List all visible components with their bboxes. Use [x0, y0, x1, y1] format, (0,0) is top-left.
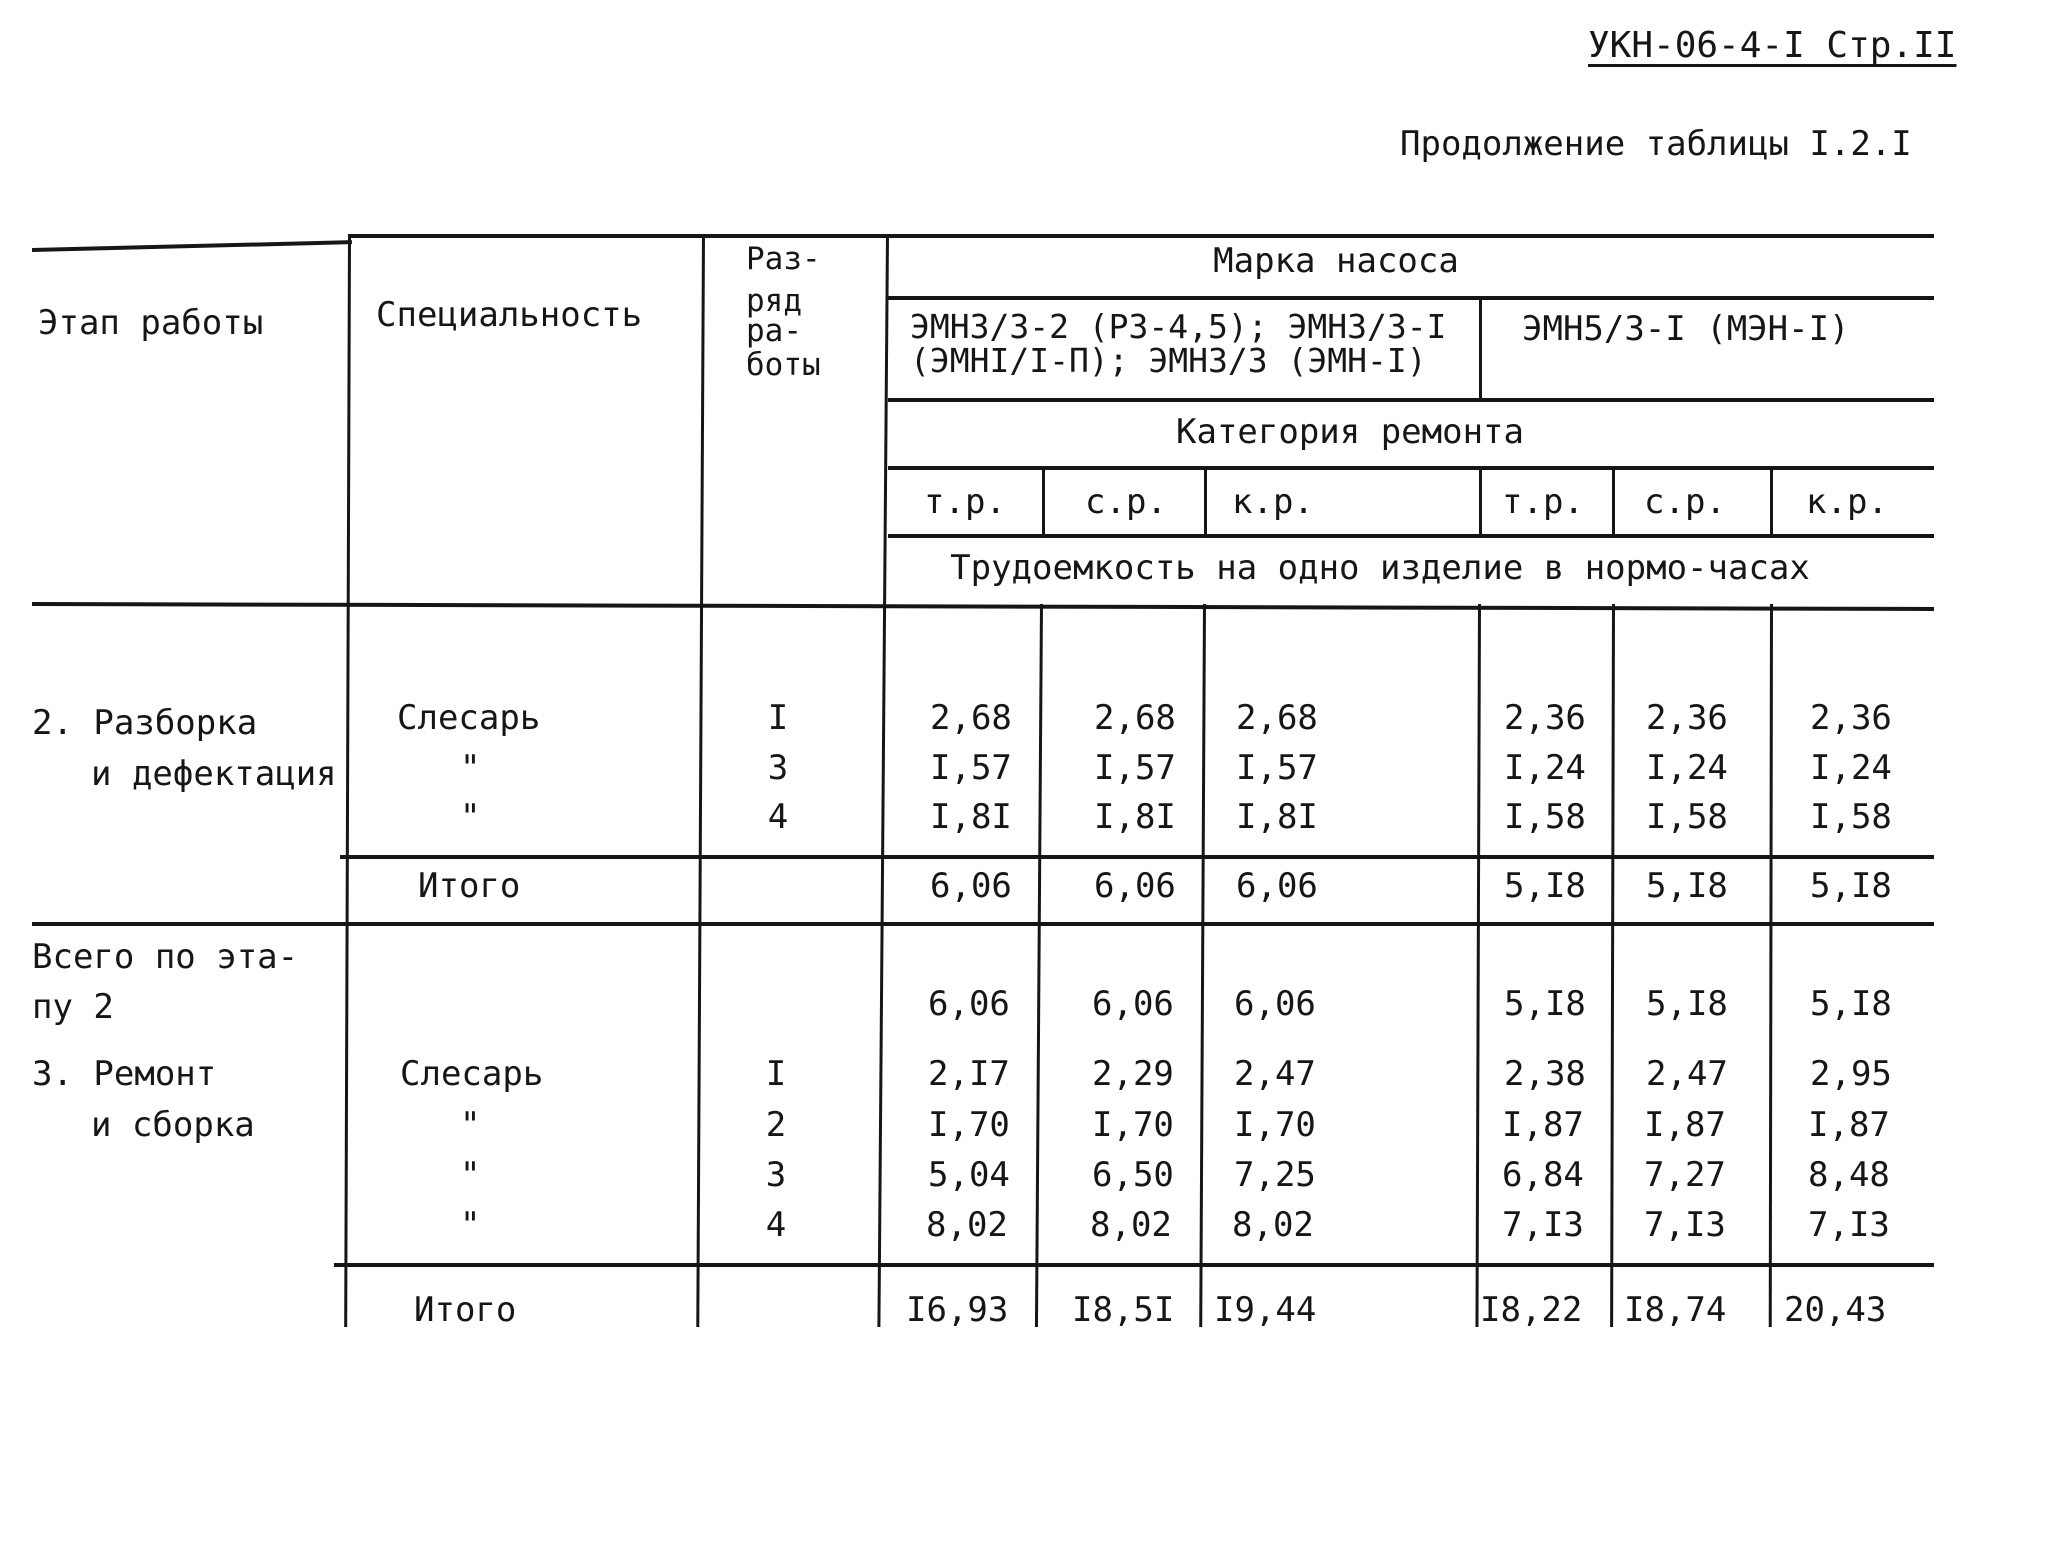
stage-2-row-2-value-3: I,57 — [1236, 748, 1318, 788]
stage-3-row-4-value-6: 7,I3 — [1808, 1205, 1890, 1245]
stage-2-label-line-1: 2. Разборка — [32, 703, 258, 743]
stage-2-row-3-value-2: I,8I — [1094, 797, 1176, 837]
stage-3-total-value-6: 20,43 — [1784, 1290, 1887, 1330]
header-grade-line-3: ра- — [746, 313, 802, 349]
stage-3-row-2-value-4: I,87 — [1502, 1105, 1584, 1145]
rule-group-divider — [1479, 296, 1482, 398]
stage-2-row-2-specialty: " — [460, 748, 481, 788]
stage-3-total-label: Итого — [414, 1290, 517, 1330]
stage-3-row-3-value-6: 8,48 — [1808, 1155, 1890, 1195]
header-labor: Трудоемкость на одно изделие в нормо-часах — [950, 548, 1810, 588]
stage-3-row-2-value-3: I,70 — [1234, 1105, 1316, 1145]
stage-3-row-3-value-3: 7,25 — [1234, 1155, 1316, 1195]
stage-3-row-3-value-2: 6,50 — [1092, 1155, 1174, 1195]
stage-2-row-1-value-6: 2,36 — [1810, 698, 1892, 738]
stage-2-row-1-value-5: 2,36 — [1646, 698, 1728, 738]
rule-section1-total-top — [340, 855, 1934, 859]
stage-3-row-3-value-1: 5,04 — [928, 1155, 1010, 1195]
rule-col1-right — [1035, 604, 1043, 1327]
rule-col4-right — [1610, 604, 1615, 1327]
stage-3-row-4-specialty: " — [460, 1205, 481, 1245]
stage-2-total-value-4: 5,I8 — [1504, 866, 1586, 906]
stage-3-row-3-value-5: 7,27 — [1644, 1155, 1726, 1195]
header-model-group-1-line-1: ЭМНЗ/3-2 (РЗ-4,5); ЭМНЗ/3-I — [910, 307, 1447, 346]
stage-2-total-value-5: 5,I8 — [1646, 866, 1728, 906]
rule-table-top-left — [32, 240, 352, 252]
stage-3-row-1-grade: I — [765, 1054, 787, 1094]
stage-2-grand-total-value-4: 5,I8 — [1504, 984, 1586, 1024]
stage-3-row-1-value-2: 2,29 — [1092, 1054, 1174, 1094]
stage-2-row-3-value-3: I,8I — [1236, 797, 1318, 837]
stage-2-row-2-value-1: I,57 — [930, 748, 1012, 788]
stage-3-row-1-value-6: 2,95 — [1810, 1054, 1892, 1094]
rule-col2-right-head — [1204, 466, 1207, 534]
stage-3-row-2-value-1: I,70 — [928, 1105, 1010, 1145]
rule-table-top-right — [350, 234, 1934, 238]
stage-3-row-2-value-5: I,87 — [1644, 1105, 1726, 1145]
header-model-group-1-line-2: (ЭМНI/I-П); ЭМНЗ/3 (ЭМН-I) — [910, 341, 1427, 380]
stage-2-row-1-specialty: Слесарь — [397, 698, 541, 738]
header-category-col-2: с.р. — [1085, 482, 1167, 522]
stage-2-row-3-value-4: I,58 — [1504, 797, 1586, 837]
stage-3-row-4-value-5: 7,I3 — [1644, 1205, 1726, 1245]
stage-3-total-value-4: I8,22 — [1480, 1290, 1583, 1330]
header-pump-brand: Марка насоса — [1213, 241, 1459, 281]
stage-2-total-value-6: 5,I8 — [1810, 866, 1892, 906]
rule-specialty-right — [696, 234, 705, 1327]
stage-2-grand-total-value-3: 6,06 — [1234, 984, 1316, 1024]
rule-col2-right — [1199, 604, 1206, 1327]
stage-2-row-3-value-6: I,58 — [1810, 797, 1892, 837]
stage-3-row-4-grade: 4 — [765, 1205, 787, 1245]
header-category-col-5: с.р. — [1644, 482, 1726, 522]
stage-3-row-1-value-5: 2,47 — [1646, 1054, 1728, 1094]
stage-2-row-3-specialty: " — [460, 797, 481, 837]
stage-2-label-line-2: и дефектация — [91, 754, 337, 794]
header-grade-line-1: Раз- — [746, 241, 821, 277]
table-continuation-title: Продолжение таблицы I.2.I — [1400, 124, 1912, 164]
rule-subcols-bottom — [888, 534, 1934, 538]
rule-col3-right-head — [1479, 466, 1482, 534]
stage-2-grand-total-value-2: 6,06 — [1092, 984, 1174, 1024]
stage-2-row-3-grade: 4 — [767, 797, 789, 837]
stage-3-label-line-1: 3. Ремонт — [32, 1054, 217, 1094]
stage-3-row-1-specialty: Слесарь — [400, 1054, 544, 1094]
stage-3-total-value-2: I8,5I — [1072, 1290, 1175, 1330]
rule-col1-right-head — [1042, 466, 1045, 534]
header-category-col-4: т.р. — [1502, 482, 1584, 522]
header-category-col-1: т.р. — [924, 482, 1006, 522]
stage-2-row-2-grade: 3 — [767, 748, 789, 788]
rule-section1-total-bottom — [32, 922, 1934, 926]
stage-2-row-2-value-2: I,57 — [1094, 748, 1176, 788]
rule-stage-right — [344, 234, 351, 1327]
stage-2-grand-total-label-line-2: пу 2 — [32, 987, 114, 1027]
stage-3-row-2-value-2: I,70 — [1092, 1105, 1174, 1145]
stage-3-row-1-value-1: 2,I7 — [928, 1054, 1010, 1094]
stage-3-row-2-grade: 2 — [765, 1105, 787, 1145]
header-grade-line-2: ряд — [746, 283, 802, 319]
stage-3-total-value-5: I8,74 — [1624, 1290, 1727, 1330]
stage-2-row-3-value-1: I,8I — [930, 797, 1012, 837]
stage-2-total-label: Итого — [418, 866, 521, 906]
stage-3-row-4-value-1: 8,02 — [926, 1205, 1008, 1245]
stage-2-row-1-value-2: 2,68 — [1094, 698, 1176, 738]
rule-models-bottom — [888, 398, 1934, 402]
stage-3-label-line-2: и сборка — [91, 1105, 255, 1145]
rule-col4-right-head — [1612, 466, 1615, 534]
stage-2-grand-total-value-5: 5,I8 — [1646, 984, 1728, 1024]
stage-3-row-3-specialty: " — [460, 1155, 481, 1195]
stage-2-grand-total-value-1: 6,06 — [928, 984, 1010, 1024]
stage-2-row-1-value-3: 2,68 — [1236, 698, 1318, 738]
stage-3-row-4-value-3: 8,02 — [1232, 1205, 1314, 1245]
stage-3-row-4-value-2: 8,02 — [1090, 1205, 1172, 1245]
stage-2-total-value-1: 6,06 — [930, 866, 1012, 906]
stage-2-total-value-2: 6,06 — [1094, 866, 1176, 906]
stage-2-grand-total-label-line-1: Всего по эта- — [32, 937, 299, 977]
rule-col5-right-head — [1770, 466, 1773, 534]
stage-2-row-3-value-5: I,58 — [1646, 797, 1728, 837]
stage-3-total-value-1: I6,93 — [906, 1290, 1009, 1330]
stage-3-row-4-value-4: 7,I3 — [1502, 1205, 1584, 1245]
header-repair-category: Категория ремонта — [1176, 412, 1524, 452]
rule-header-bottom — [32, 602, 1934, 611]
rule-brand-bottom — [888, 296, 1934, 300]
stage-2-row-2-value-6: I,24 — [1810, 748, 1892, 788]
header-grade-line-4: боты — [746, 347, 821, 383]
rule-grade-right — [877, 234, 889, 1327]
rule-col5-right — [1769, 604, 1773, 1327]
stage-2-row-1-value-1: 2,68 — [930, 698, 1012, 738]
stage-3-total-value-3: I9,44 — [1214, 1290, 1317, 1330]
stage-3-row-3-grade: 3 — [765, 1155, 787, 1195]
stage-3-row-3-value-4: 6,84 — [1502, 1155, 1584, 1195]
stage-2-row-1-value-4: 2,36 — [1504, 698, 1586, 738]
rule-section2-total-top — [334, 1263, 1934, 1267]
stage-3-row-1-value-4: 2,38 — [1504, 1054, 1586, 1094]
stage-2-row-2-value-5: I,24 — [1646, 748, 1728, 788]
header-category-col-3: к.р. — [1232, 482, 1314, 522]
stage-2-row-2-value-4: I,24 — [1504, 748, 1586, 788]
header-stage: Этап работы — [38, 303, 264, 343]
stage-2-grand-total-value-6: 5,I8 — [1810, 984, 1892, 1024]
stage-3-row-2-value-6: I,87 — [1808, 1105, 1890, 1145]
header-model-group-2: ЭМН5/3-I (МЭН-I) — [1522, 309, 1850, 349]
stage-3-row-2-specialty: " — [460, 1105, 481, 1145]
stage-3-row-1-value-3: 2,47 — [1234, 1054, 1316, 1094]
header-category-col-6: к.р. — [1806, 482, 1888, 522]
stage-2-total-value-3: 6,06 — [1236, 866, 1318, 906]
rule-col3-right — [1475, 604, 1481, 1327]
document-code: УКН-06-4-I Стр.II — [1588, 25, 1957, 66]
stage-2-row-1-grade: I — [767, 698, 789, 738]
header-specialty: Специальность — [376, 295, 643, 335]
